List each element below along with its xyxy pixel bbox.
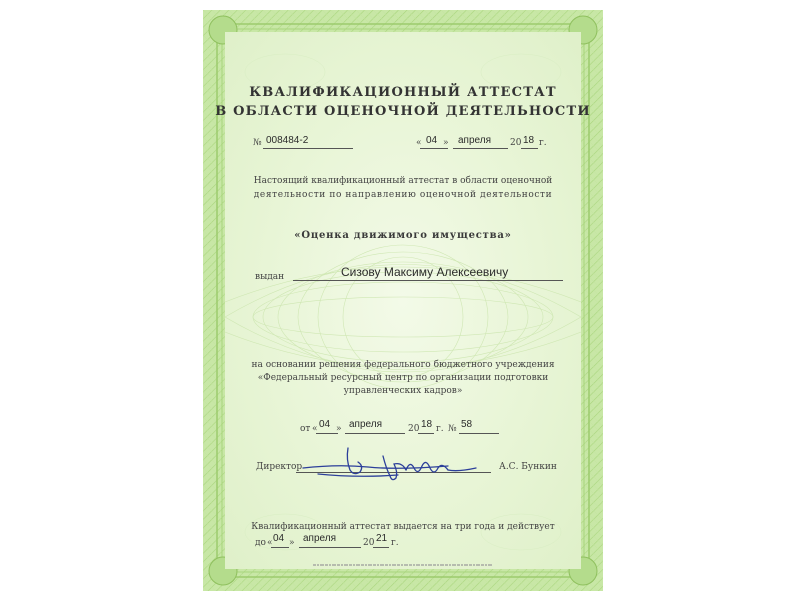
- decision-day: 04: [319, 419, 331, 430]
- date-quote-close: »: [443, 138, 449, 148]
- date-year-unit: г.: [539, 138, 547, 148]
- number-underline: [263, 148, 353, 149]
- date-year-suffix: 18: [523, 135, 535, 146]
- date-month: апреля: [458, 135, 492, 146]
- basis-line1: на основании решения федерального бюджетного учреждения: [251, 360, 555, 370]
- issued-underline: [293, 280, 563, 281]
- basis-line2: «Федеральный ресурсный центр по организации подготовки: [257, 373, 549, 383]
- decision-year-suffix: 18: [421, 419, 433, 430]
- director-label: Директор: [256, 462, 303, 472]
- decision-year-unit: г.: [436, 424, 444, 434]
- valid-until-year-unit: г.: [391, 538, 399, 548]
- number-label: №: [253, 138, 262, 148]
- director-signature: [298, 438, 488, 488]
- certificate-title-line2: В ОБЛАСТИ ОЦЕНОЧНОЙ ДЕЯТЕЛЬНОСТИ: [215, 104, 591, 119]
- certificate: [203, 10, 603, 591]
- date-year-underline: [521, 148, 538, 149]
- valid-until-year-prefix: 20: [363, 538, 375, 548]
- date-day: 04: [426, 135, 438, 146]
- intro-line2: деятельности по направлению оценочной деятельности: [253, 190, 553, 200]
- decision-number: 58: [461, 419, 473, 430]
- valid-until-label: до: [255, 538, 266, 548]
- valid-until-day-underline: [271, 547, 289, 548]
- valid-until-quote-open: «: [267, 538, 273, 548]
- valid-until-month: апреля: [303, 533, 337, 544]
- validity-line: Квалификационный аттестат выдается на три года и действует: [251, 522, 555, 532]
- intro-line1: Настоящий квалификационный аттестат в области оценочной: [253, 176, 553, 186]
- decision-number-underline: [459, 433, 499, 434]
- basis-line3: управленческих кадров»: [343, 386, 463, 396]
- decision-quote-close: »: [336, 424, 342, 434]
- certificate-title-line1: КВАЛИФИКАЦИОННЫЙ АТТЕСТАТ: [249, 85, 557, 100]
- decision-quote-open: «: [312, 424, 318, 434]
- valid-until-year-suffix: 21: [376, 533, 388, 544]
- date-month-underline: [453, 148, 508, 149]
- valid-until-month-underline: [299, 547, 361, 548]
- decision-number-label: №: [448, 424, 457, 434]
- decision-day-underline: [316, 433, 338, 434]
- issued-to: Сизову Максиму Алексеевичу: [341, 265, 509, 279]
- decision-year-underline: [418, 433, 434, 434]
- date-year-prefix: 20: [510, 138, 522, 148]
- decision-month-underline: [345, 433, 405, 434]
- certificate-number: 008484-2: [266, 135, 309, 146]
- director-name: А.С. Бункин: [499, 462, 557, 472]
- valid-until-year-underline: [373, 547, 389, 548]
- valid-until-quote-close: »: [289, 538, 295, 548]
- issued-label: выдан: [255, 272, 285, 282]
- valid-until-day: 04: [273, 533, 285, 544]
- date-quote-open: «: [416, 138, 422, 148]
- decision-from-label: от: [300, 424, 311, 434]
- date-day-underline: [420, 148, 448, 149]
- decision-month: апреля: [349, 419, 383, 430]
- direction: «Оценка движимого имущества»: [294, 230, 512, 241]
- printer-imprint: [313, 563, 493, 567]
- decision-year-prefix: 20: [408, 424, 420, 434]
